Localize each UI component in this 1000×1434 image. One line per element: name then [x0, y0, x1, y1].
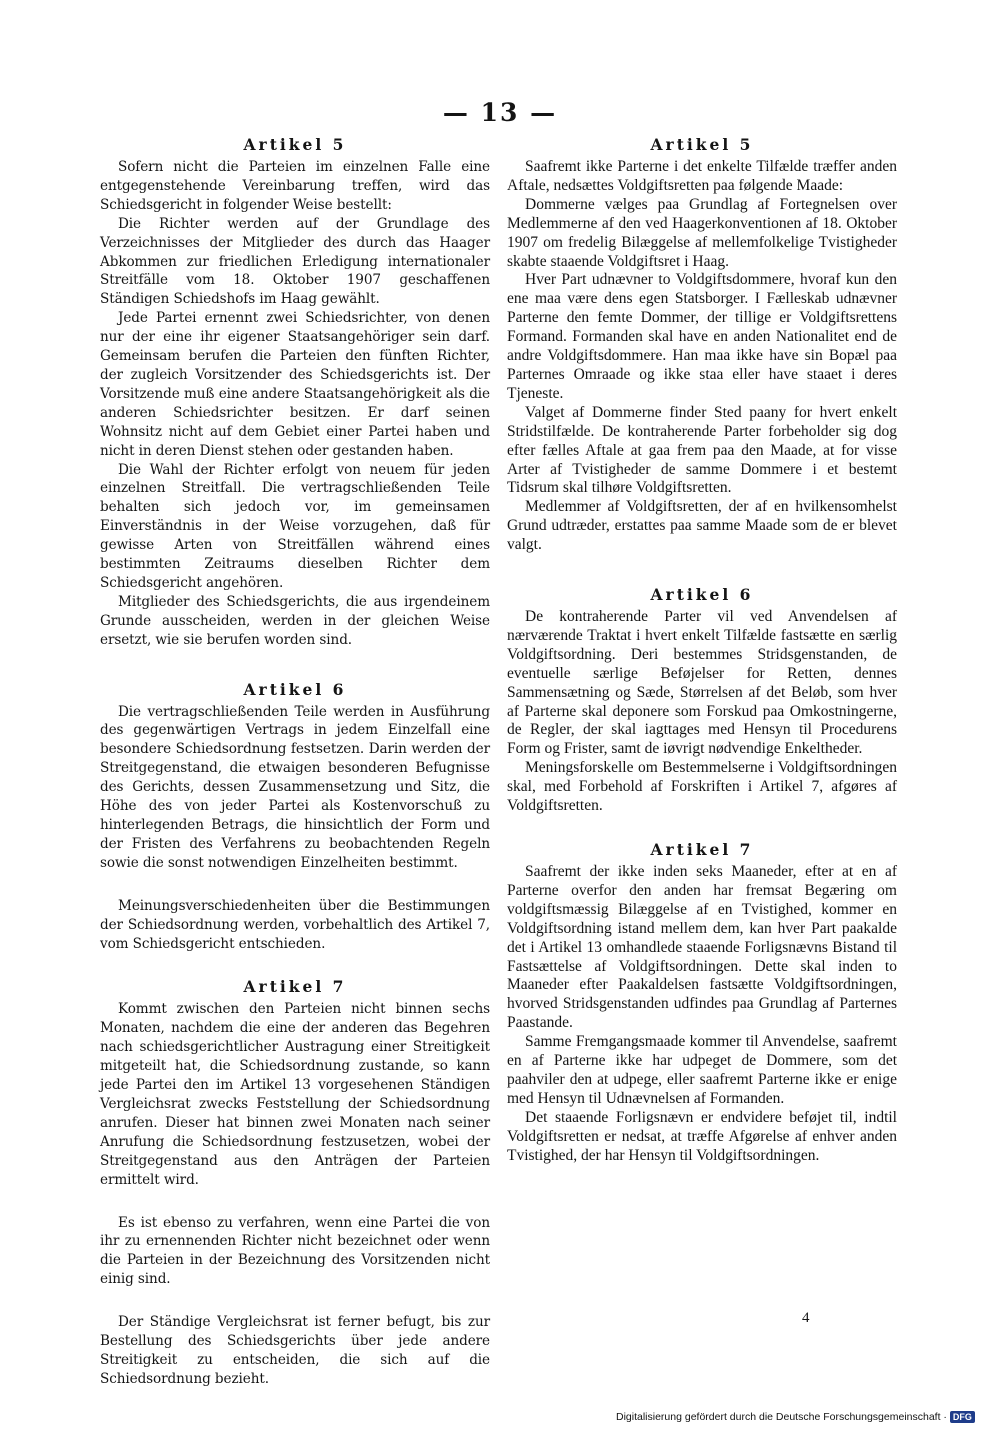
article-5-para-3-de: Jede Partei ernennt zwei Schiedsrichter, von denen nur der eine ihr eigener Staatsangehöriger sein darf. Gemeinsam berufen die Parteien den fünften Richter, der zugleich Vorsitzender des Schiedsgerichts ist. Der Vorsitzende muß eine andere Staatsangehörigkeit als die anderen Schiedsrichter besitzen. Er darf seinen Wohnsitz nicht auf dem Gebiet einer Partei haben und nicht in deren Dienst stehen oder gestanden haben. [100, 310, 490, 459]
article-6-heading-de: Artikel 6 [243, 679, 347, 699]
article-6-heading-da: Artikel 6 [650, 585, 754, 605]
article-7-heading-de: Artikel 7 [243, 977, 347, 997]
article-5-para-5-da: Medlemmer af Voldgiftsretten, der af en hvilkensomhelst Grund udtræder, erstattes paa samme Maade som de er blevet valgt. [507, 498, 897, 554]
dfg-logo-icon: DFG [950, 1411, 975, 1423]
article-5-para-2-de: Die Richter werden auf der Grundlage des Verzeichnisses der Mitglieder des durch das Haager Abkommen zur friedlichen Erledigung internationaler Streitfälle vom 18. Oktober 1907 geschaffenen Ständigen Schiedshofs im Haag gewählt. [100, 215, 490, 308]
article-6-para-1-da: De kontraherende Parter vil ved Anvendelsen af nærværende Traktat i hvert enkelt Tilfælde fastsætte en særlig Voldgiftsordning. Deri bestemmes Stridsgenstanden, de eventuelle særlige Beføjelser for Retten, dennes Sammensætning og Sæde, Størrelsen af det Beløb, som hver af Parterne skal deponere som Forskud paa Omkostningerne, de Regler, der skal iagttages med Hensyn til Procedurens Form og Frister, samt de iøvrigt nødvendige Enkeltheder. [507, 608, 897, 758]
article-5-para-5-de: Mitglieder des Schiedsgerichts, die aus irgendeinem Grunde ausscheiden, werden in der gleichen Weise ersetzt, wie sie berufen worden sind. [100, 593, 490, 648]
article-6-para-2-de: Meinungsverschiedenheiten über die Bestimmungen der Schiedsordnung werden, vorbehaltlich des Artikel 7, vom Schiedsgericht entschieden. [100, 897, 490, 952]
article-7-para-3-de: Der Ständige Vergleichsrat ist ferner befugt, bis zur Bestellung des Schiedsgerichts über jede andere Streitigkeit zu entscheiden, die sich auf die Schiedsordnung bezieht. [100, 1314, 490, 1387]
digitization-credit [616, 1411, 986, 1423]
article-5-heading-da: Artikel 5 [650, 135, 754, 154]
page-number: — 13 — [442, 98, 558, 127]
article-5-heading-de: Artikel 5 [243, 135, 347, 154]
article-7-para-1-de: Kommt zwischen den Parteien nicht binnen sechs Monaten, nachdem die eine der anderen das Begehren nach schiedsgerichtlicher Austragung einer Streitigkeit mitgeteilt hat, die Schiedsordnung zustande, so kann jede Partei den im Artikel 13 vorgesehenen Ständigen Vergleichsrat zwecks Feststellung der Schiedsordnung anrufen. Dieser hat binnen zwei Monaten nach seiner Anrufung die Schiedsordnung festzusetzen, wobei der Streitgegenstand aus den Anträgen der Parteien ermittelt wird. [100, 1001, 490, 1188]
article-7-heading-da: Artikel 7 [650, 840, 754, 859]
article-5-para-4-de: Die Wahl der Richter erfolgt von neuem für jeden einzelnen Streitfall. Die vertragschließenden Teile behalten sich jedoch vor, im gemeinsamen Einverständnis in der Weise vorzugehen, daß für gewisse Arten von Streitfällen während eines bestimmten Zeitraums dieselben Richter dem Schiedsgericht angehören. [100, 461, 490, 591]
article-5-para-1-de: Sofern nicht die Parteien im einzelnen Falle eine entgegenstehende Vereinbarung treffen, wird das Schiedsgericht in folgender Weise bestellt: [100, 159, 490, 213]
german-column [100, 135, 490, 1389]
article-5-para-4-da: Valget af Dommerne finder Sted paany for hvert enkelt Stridstilfælde. De kontraherende Parter forbeholder sig dog efter fælles Aftale at gaa frem paa den Maade, at for visse Arter af Tvistigheder de samme Dommere i et bestemt Tidsrum skal tilhøre Voldgiftsretten. [507, 403, 897, 497]
article-6-para-2-da: Meningsforskelle om Bestemmelserne i Voldgiftsordningen skal, med Forbehold af Forskriften i Artikel 7, afgøres af Voldgiftsretten. [507, 759, 897, 815]
danish-column [507, 135, 897, 1166]
sheet-number: 4 [802, 1310, 810, 1326]
article-7-para-1-da: Saafremt der ikke inden seks Maaneder, efter at en af Parterne overfor den anden har fremsat Begæring om voldgiftsmæssig Bilæggelse af en Tvistighed, kommer en Voldgiftsordning istand mellem dem, kan hver Part paakalde det i Artikel 13 omhandlede staaende Forligsnævns Bistand til Fastsættelse af Voldgiftsordningen. Dette skal inden to Maaneder efter Paakaldelsen fastsætte Voldgiftsordningen, hvorved Stridsgenstanden udfindes paa Grundlag af Parternes Paastande. [507, 863, 897, 1032]
credit-text: Digitalisierung gefördert durch die Deutsche Forschungsgemeinschaft · [616, 1411, 947, 1423]
article-5-para-1-da: Saafremt ikke Parterne i det enkelte Tilfælde træffer anden Aftale, nedsættes Voldgiftsretten paa følgende Maade: [507, 158, 897, 194]
article-5-para-3-da: Hver Part udnævner to Voldgiftsdommere, hvoraf kun den ene maa være dens egen Statsborger. I Fælleskab udnævner Parterne den femte Dommer, der tillige er Voldgiftsrettens Formand. Formanden skal have en anden Nationalitet end de andre Voldgiftsdommere. Han maa ikke have sin Bopæl paa Parternes Omraade og ikke staa eller have staaet i deres Tjeneste. [507, 271, 897, 402]
article-6-para-1-de: Die vertragschließenden Teile werden in Ausführung des gegenwärtigen Vertrags in jedem Einzelfall eine besondere Schiedsordnung festsetzen. Darin werden der Streitgegenstand, die etwaigen besonderen Befugnisse des Gerichts, dessen Zusammensetzung und Sitz, die Höhe des von jeder Partei als Kostenvorschuß zu hinterlegenden Betrags, die hinsichtlich der Form und der Fristen des Verfahrens zu beobachtenden Regeln sowie die sonst notwendigen Einzelheiten bestimmt. [100, 703, 490, 871]
article-7-para-3-da: Det staaende Forligsnævn er endvidere beføjet til, indtil Voldgiftsretten er nedsat, at træffe Afgørelse af enhver anden Tvistighed, der har Hensyn til Voldgiftsordningen. [507, 1108, 897, 1164]
article-7-para-2-da: Samme Fremgangsmaade kommer til Anvendelse, saafremt en af Parterne ikke har udpeget de Dommere, som det paahviler den at udpege, eller saafremt Parterne ikke er enige med Hensyn til Udnævnelsen af Formanden. [507, 1033, 897, 1107]
article-7-para-2-de: Es ist ebenso zu verfahren, wenn eine Partei die von ihr zu ernennenden Richter nicht bezeichnet oder wenn die Parteien in der Bezeichnung des Vorsitzenden nicht einig sind. [100, 1214, 490, 1288]
article-5-para-2-da: Dommerne vælges paa Grundlag af Fortegnelsen over Medlemmerne af den ved Haagerkonventionen af 18. Oktober 1907 om fredelig Bilæggelse af mellemfolkelige Tvistigheder skabte staaende Voldgiftsret i Haag. [507, 195, 897, 270]
